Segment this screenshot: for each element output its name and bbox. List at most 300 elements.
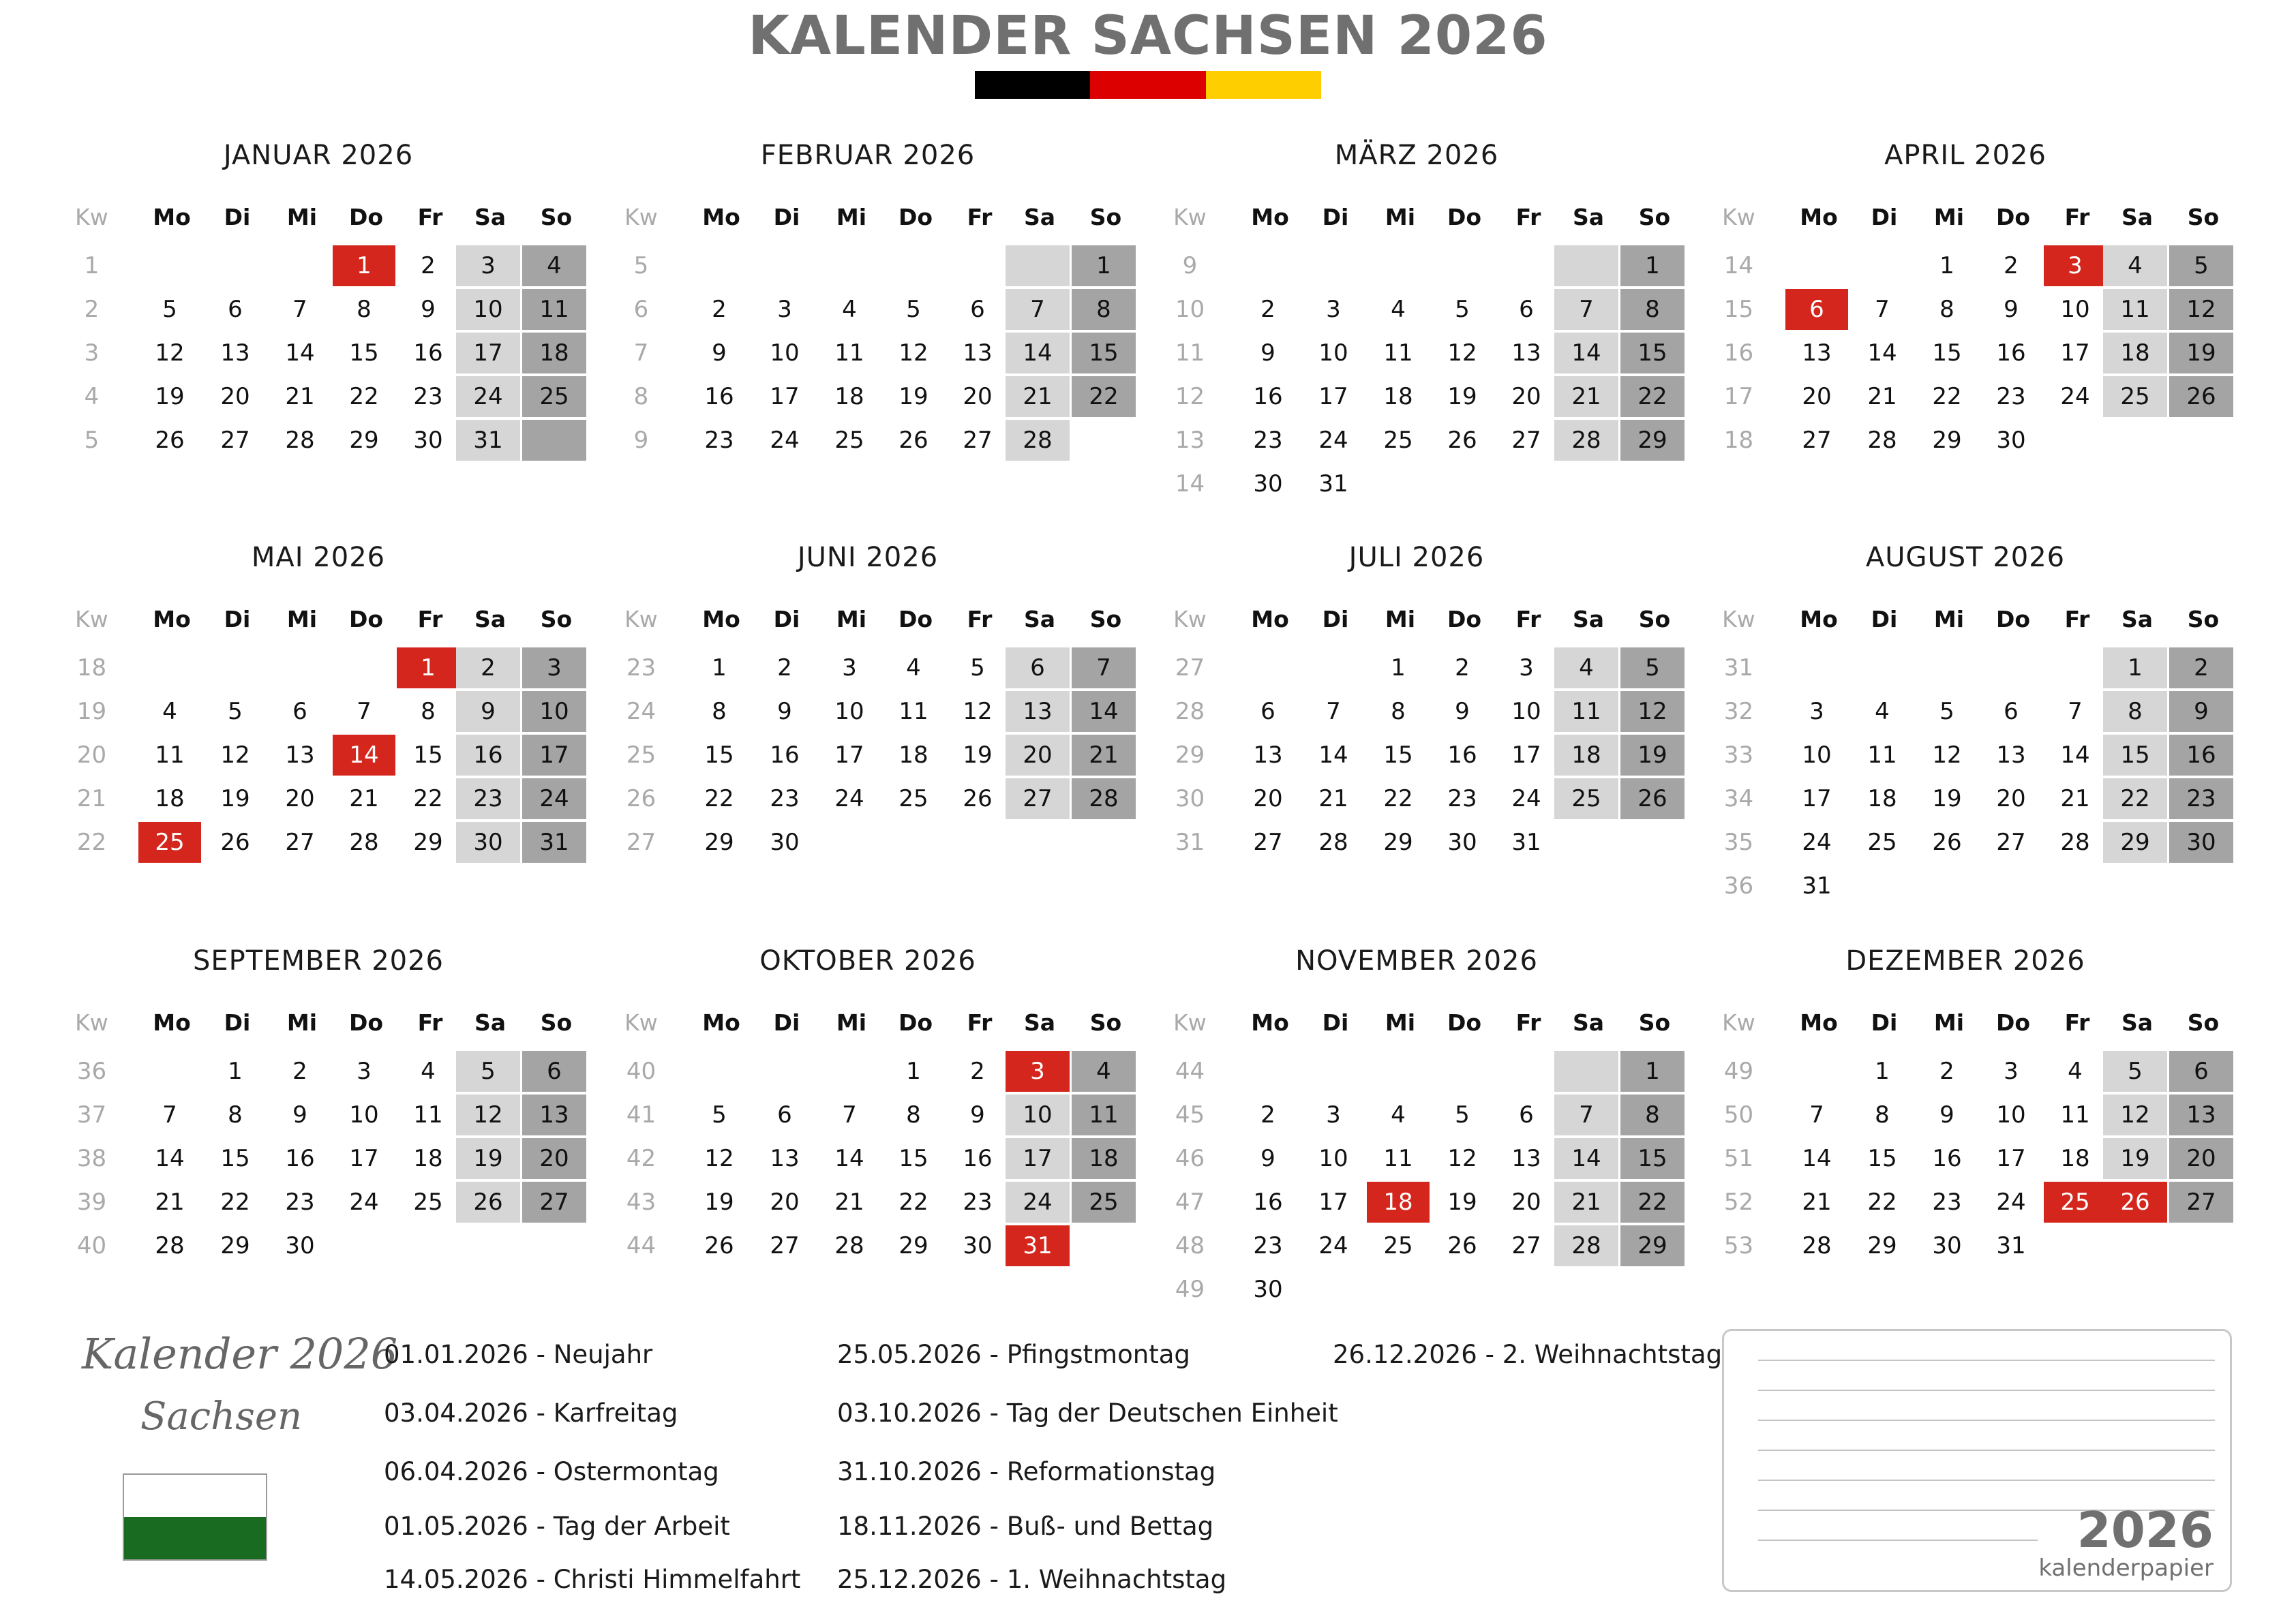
day-cell: 13 (2169, 1095, 2233, 1135)
day-cell: 14 (1554, 333, 1618, 373)
weekday-header: So (2187, 204, 2220, 230)
weekday-header: Fr (1515, 204, 1541, 230)
day-cell: 16 (1253, 1189, 1283, 1216)
month-title: OKTOBER 2026 (759, 945, 976, 977)
holiday-day-cell: 25 (138, 822, 201, 863)
week-number: 28 (1175, 698, 1205, 725)
day-cell: 11 (522, 289, 586, 330)
day-cell: 30 (963, 1232, 993, 1259)
day-cell: 21 (834, 1189, 864, 1216)
day-cell: 11 (413, 1101, 443, 1129)
week-number: 21 (76, 785, 107, 812)
week-number: 51 (1723, 1145, 1754, 1172)
day-cell: 24 (1318, 1232, 1348, 1259)
day-cell: 28 (1867, 427, 1897, 454)
month-block (1710, 542, 2221, 923)
day-cell: 30 (456, 822, 520, 863)
day-cell: 26 (155, 427, 185, 454)
note-line (1758, 1450, 2215, 1451)
note-line (1758, 1540, 2038, 1541)
weekday-header: So (1089, 204, 1122, 230)
flag-stripe-red (1090, 71, 1205, 99)
day-cell: 11 (834, 339, 864, 367)
day-cell: 6 (777, 1101, 792, 1129)
week-number: 47 (1175, 1189, 1205, 1216)
week-number: 17 (1723, 383, 1754, 410)
day-cell: 30 (285, 1232, 315, 1259)
flag-stripe-gold (1206, 71, 1321, 99)
weekday-header: Sa (474, 606, 507, 632)
day-cell: 22 (1620, 1182, 1685, 1223)
day-cell: 21 (1554, 376, 1618, 417)
day-cell: 14 (2060, 741, 2090, 769)
day-cell: 19 (1447, 383, 1477, 410)
week-number: 18 (1723, 427, 1754, 454)
day-cell: 20 (1511, 383, 1541, 410)
day-cell: 23 (770, 785, 800, 812)
weekday-header: Di (224, 204, 251, 230)
week-number: 25 (626, 741, 656, 769)
day-cell: 14 (1318, 741, 1348, 769)
day-cell: 15 (1867, 1145, 1897, 1172)
day-cell: 25 (522, 376, 586, 417)
day-cell: 6 (2169, 1051, 2233, 1092)
week-number: 53 (1723, 1232, 1754, 1259)
day-cell: 2 (1455, 654, 1470, 682)
weekday-header: Mo (1800, 606, 1838, 632)
day-cell: 14 (1867, 339, 1897, 367)
day-cell: 1 (2103, 647, 2167, 688)
day-cell: 21 (2060, 785, 2090, 812)
week-number: 48 (1175, 1232, 1205, 1259)
day-cell: 3 (1326, 296, 1341, 323)
day-cell (522, 420, 586, 461)
weekday-header: Do (898, 1009, 933, 1036)
day-cell: 2 (777, 654, 792, 682)
day-cell: 23 (2169, 778, 2233, 819)
day-cell: 30 (2169, 822, 2233, 863)
day-cell: 20 (1802, 383, 1832, 410)
day-cell: 12 (1447, 339, 1477, 367)
day-cell: 29 (1620, 420, 1685, 461)
weekday-header: Fr (967, 1009, 993, 1036)
day-cell: 12 (898, 339, 928, 367)
day-cell: 22 (704, 785, 734, 812)
day-cell: 17 (522, 735, 586, 776)
day-cell: 3 (842, 654, 857, 682)
day-cell: 5 (1939, 698, 1954, 725)
month-title: FEBRUAR 2026 (760, 140, 976, 171)
day-cell: 7 (1875, 296, 1890, 323)
day-cell: 28 (1072, 778, 1136, 819)
day-cell: 22 (1383, 785, 1413, 812)
day-cell: 20 (1253, 785, 1283, 812)
day-cell: 26 (704, 1232, 734, 1259)
weekday-header: Sa (2121, 1009, 2154, 1036)
day-cell: 13 (1511, 1145, 1541, 1172)
day-cell (1554, 245, 1618, 286)
day-cell: 6 (1519, 1101, 1534, 1129)
day-cell: 10 (1006, 1095, 1070, 1135)
day-cell: 4 (1554, 647, 1618, 688)
weekday-header: Mo (153, 204, 191, 230)
flag-stripe-black (975, 71, 1090, 99)
day-cell: 9 (456, 691, 520, 732)
weekday-header: Do (1995, 204, 2031, 230)
day-cell: 15 (1383, 741, 1413, 769)
day-cell: 3 (2004, 1058, 2019, 1085)
weekday-header: Fr (417, 204, 443, 230)
week-number: 27 (1175, 654, 1205, 682)
day-cell: 7 (1554, 289, 1618, 330)
day-cell: 10 (1318, 339, 1348, 367)
kw-header: Kw (1722, 606, 1755, 632)
day-cell: 11 (2060, 1101, 2090, 1129)
weekday-header: So (1089, 606, 1122, 632)
day-cell: 8 (2103, 691, 2167, 732)
day-cell: 29 (704, 829, 734, 856)
week-number: 44 (626, 1232, 656, 1259)
month-title: JUNI 2026 (797, 542, 939, 573)
weekday-header: Mi (286, 606, 318, 632)
day-cell: 15 (898, 1145, 928, 1172)
weekday-header: Sa (1572, 606, 1605, 632)
day-cell: 20 (522, 1138, 586, 1179)
weekday-header: Mi (286, 1009, 318, 1036)
weekday-header: Di (773, 606, 800, 632)
day-cell: 13 (1253, 741, 1283, 769)
day-cell: 25 (2103, 376, 2167, 417)
weekday-header: Sa (2121, 204, 2154, 230)
day-cell: 13 (522, 1095, 586, 1135)
day-cell: 13 (770, 1145, 800, 1172)
week-number: 31 (1723, 654, 1754, 682)
week-number: 19 (76, 698, 107, 725)
day-cell: 9 (292, 1101, 307, 1129)
day-cell: 22 (2103, 778, 2167, 819)
day-cell: 20 (285, 785, 315, 812)
week-number: 15 (1723, 296, 1754, 323)
day-cell: 17 (349, 1145, 379, 1172)
day-cell: 11 (1072, 1095, 1136, 1135)
day-cell: 1 (1391, 654, 1406, 682)
weekday-header: Mi (1385, 1009, 1416, 1036)
week-number: 22 (76, 829, 107, 856)
week-number: 4 (84, 383, 100, 410)
day-cell: 25 (834, 427, 864, 454)
month-block (63, 945, 574, 1327)
day-cell: 10 (2060, 296, 2090, 323)
day-cell: 25 (898, 785, 928, 812)
week-number: 14 (1723, 252, 1754, 279)
month-block (612, 945, 1123, 1327)
holiday-day-cell: 1 (333, 245, 395, 286)
day-cell: 30 (1253, 470, 1283, 498)
day-cell: 29 (898, 1232, 928, 1259)
day-cell: 1 (906, 1058, 921, 1085)
week-number: 41 (626, 1101, 656, 1129)
day-cell: 8 (712, 698, 727, 725)
weekday-header: Do (1447, 1009, 1482, 1036)
weekday-header: So (2187, 606, 2220, 632)
holiday-day-cell: 18 (1367, 1182, 1430, 1223)
weekday-header: Do (348, 204, 384, 230)
note-line (1758, 1420, 2215, 1421)
day-cell: 20 (1006, 735, 1070, 776)
day-cell: 29 (220, 1232, 250, 1259)
day-cell: 19 (704, 1189, 734, 1216)
day-cell: 21 (349, 785, 379, 812)
kw-header: Kw (75, 606, 108, 632)
day-cell: 7 (357, 698, 372, 725)
day-cell: 24 (1511, 785, 1541, 812)
week-number: 35 (1723, 829, 1754, 856)
day-cell: 5 (1620, 647, 1685, 688)
day-cell: 27 (522, 1182, 586, 1223)
holiday-day-cell: 6 (1785, 289, 1848, 330)
day-cell: 7 (1554, 1095, 1618, 1135)
day-cell: 26 (1620, 778, 1685, 819)
weekday-header: Mo (1800, 1009, 1838, 1036)
notes-brand: kalenderpapier (2038, 1555, 2214, 1582)
day-cell: 16 (704, 383, 734, 410)
day-cell: 3 (1519, 654, 1534, 682)
day-cell: 18 (522, 333, 586, 373)
day-cell: 5 (712, 1101, 727, 1129)
weekday-header: Mo (702, 1009, 740, 1036)
month-title: SEPTEMBER 2026 (192, 945, 444, 977)
weekday-header: So (540, 606, 573, 632)
day-cell: 23 (1932, 1189, 1962, 1216)
saxony-flag-white (124, 1475, 266, 1517)
day-cell: 29 (1867, 1232, 1897, 1259)
weekday-header: Do (1995, 606, 2031, 632)
day-cell: 18 (1867, 785, 1897, 812)
day-cell: 7 (2068, 698, 2083, 725)
day-cell: 8 (1620, 1095, 1685, 1135)
day-cell: 18 (1383, 383, 1413, 410)
holiday-entry: 03.04.2026 - Karfreitag (384, 1398, 678, 1428)
weekday-header: Mi (1933, 1009, 1965, 1036)
week-number: 3 (84, 339, 100, 367)
day-cell: 10 (456, 289, 520, 330)
day-cell: 1 (1620, 1051, 1685, 1092)
day-cell: 28 (349, 829, 379, 856)
holiday-entry: 14.05.2026 - Christi Himmelfahrt (384, 1565, 801, 1594)
holiday-entry: 25.12.2026 - 1. Weihnachtstag (837, 1565, 1227, 1594)
weekday-header: Fr (967, 606, 993, 632)
day-cell: 23 (285, 1189, 315, 1216)
day-cell: 3 (1326, 1101, 1341, 1129)
weekday-header: Do (898, 204, 933, 230)
day-cell: 7 (292, 296, 307, 323)
day-cell: 29 (349, 427, 379, 454)
day-cell: 21 (1072, 735, 1136, 776)
holiday-entry: 31.10.2026 - Reformationstag (837, 1457, 1216, 1486)
day-cell: 29 (1383, 829, 1413, 856)
day-cell: 25 (1383, 1232, 1413, 1259)
day-cell: 6 (970, 296, 985, 323)
day-cell: 1 (1620, 245, 1685, 286)
day-cell: 19 (456, 1138, 520, 1179)
day-cell: 29 (413, 829, 443, 856)
day-cell: 2 (1260, 1101, 1275, 1129)
holiday-day-cell: 31 (1006, 1225, 1070, 1266)
day-cell: 31 (522, 822, 586, 863)
day-cell: 20 (220, 383, 250, 410)
weekday-header: Do (898, 606, 933, 632)
day-cell: 6 (1519, 296, 1534, 323)
day-cell: 13 (1802, 339, 1832, 367)
month-title: APRIL 2026 (1884, 140, 2046, 171)
week-number: 5 (633, 252, 649, 279)
day-cell: 11 (1383, 1145, 1413, 1172)
holiday-entry: 25.05.2026 - Pfingstmontag (837, 1340, 1190, 1369)
month-title: JANUAR 2026 (223, 140, 414, 171)
day-cell: 1 (1875, 1058, 1890, 1085)
day-cell: 19 (2103, 1138, 2167, 1179)
weekday-header: Fr (2064, 204, 2090, 230)
day-cell: 12 (1932, 741, 1962, 769)
note-line (1758, 1480, 2215, 1481)
day-cell: 4 (1072, 1051, 1136, 1092)
day-cell: 14 (285, 339, 315, 367)
day-cell: 5 (1455, 1101, 1470, 1129)
day-cell: 19 (1447, 1189, 1477, 1216)
day-cell: 17 (1318, 383, 1348, 410)
weekday-header: Di (224, 1009, 251, 1036)
day-cell: 13 (1511, 339, 1541, 367)
day-cell: 7 (1006, 289, 1070, 330)
day-cell: 23 (963, 1189, 993, 1216)
weekday-header: Mo (153, 606, 191, 632)
day-cell: 27 (963, 427, 993, 454)
note-line (1758, 1360, 2215, 1361)
day-cell: 26 (2169, 376, 2233, 417)
day-cell: 2 (712, 296, 727, 323)
day-cell: 30 (1996, 427, 2026, 454)
month-block (1161, 945, 1672, 1327)
week-number: 49 (1723, 1058, 1754, 1085)
week-number: 16 (1723, 339, 1754, 367)
weekday-header: Mi (286, 204, 318, 230)
week-number: 7 (633, 339, 649, 367)
day-cell: 10 (349, 1101, 379, 1129)
day-cell: 30 (1932, 1232, 1962, 1259)
day-cell: 1 (1939, 252, 1954, 279)
day-cell: 9 (712, 339, 727, 367)
month-block (1710, 945, 2221, 1327)
day-cell: 15 (2103, 735, 2167, 776)
saxony-flag (123, 1473, 267, 1561)
day-cell: 10 (834, 698, 864, 725)
week-number: 11 (1175, 339, 1205, 367)
day-cell: 4 (421, 1058, 436, 1085)
weekday-header: Mo (1251, 606, 1289, 632)
germany-flag-bar (975, 71, 1321, 99)
day-cell: 27 (1253, 829, 1283, 856)
weekday-header: Fr (2064, 606, 2090, 632)
week-number: 1 (84, 252, 100, 279)
day-cell: 4 (2068, 1058, 2083, 1085)
day-cell: 24 (1996, 1189, 2026, 1216)
day-cell: 18 (2060, 1145, 2090, 1172)
holiday-day-cell: 25 (2044, 1182, 2106, 1223)
day-cell: 21 (1802, 1189, 1832, 1216)
day-cell: 11 (2103, 289, 2167, 330)
day-cell: 2 (1939, 1058, 1954, 1085)
kw-header: Kw (624, 204, 658, 230)
weekday-header: Do (348, 606, 384, 632)
weekday-header: Sa (1023, 606, 1056, 632)
kw-header: Kw (1173, 606, 1207, 632)
day-cell: 22 (349, 383, 379, 410)
day-cell: 17 (2060, 339, 2090, 367)
day-cell: 23 (1253, 1232, 1283, 1259)
day-cell: 17 (1511, 741, 1541, 769)
day-cell: 19 (1932, 785, 1962, 812)
month-title: MAI 2026 (251, 542, 386, 573)
holiday-entry: 26.12.2026 - 2. Weihnachtstag (1333, 1340, 1723, 1369)
day-cell: 19 (220, 785, 250, 812)
week-number: 50 (1723, 1101, 1754, 1129)
day-cell: 6 (1260, 698, 1275, 725)
week-number: 34 (1723, 785, 1754, 812)
weekday-header: Do (1447, 204, 1482, 230)
day-cell: 8 (906, 1101, 921, 1129)
kw-header: Kw (1173, 1009, 1207, 1036)
week-number: 45 (1175, 1101, 1205, 1129)
day-cell: 12 (1447, 1145, 1477, 1172)
day-cell: 28 (2060, 829, 2090, 856)
day-cell: 28 (1554, 420, 1618, 461)
day-cell: 21 (155, 1189, 185, 1216)
week-number: 40 (76, 1232, 107, 1259)
week-number: 32 (1723, 698, 1754, 725)
holiday-day-cell: 1 (397, 647, 459, 688)
week-number: 30 (1175, 785, 1205, 812)
day-cell: 9 (2004, 296, 2019, 323)
day-cell: 11 (155, 741, 185, 769)
day-cell: 21 (1867, 383, 1897, 410)
day-cell: 7 (1326, 698, 1341, 725)
day-cell: 5 (970, 654, 985, 682)
day-cell: 26 (1447, 427, 1477, 454)
day-cell: 21 (1318, 785, 1348, 812)
weekday-header: So (1089, 1009, 1122, 1036)
day-cell: 26 (1447, 1232, 1477, 1259)
day-cell: 10 (1996, 1101, 2026, 1129)
day-cell: 14 (834, 1145, 864, 1172)
day-cell: 28 (1318, 829, 1348, 856)
day-cell: 20 (770, 1189, 800, 1216)
day-cell: 14 (1554, 1138, 1618, 1179)
day-cell: 17 (770, 383, 800, 410)
day-cell: 17 (834, 741, 864, 769)
week-number: 2 (84, 296, 100, 323)
week-number: 38 (76, 1145, 107, 1172)
day-cell: 27 (1996, 829, 2026, 856)
weekday-header: So (1638, 1009, 1671, 1036)
weekday-header: Do (1447, 606, 1482, 632)
day-cell: 28 (1802, 1232, 1832, 1259)
kw-header: Kw (624, 1009, 658, 1036)
day-cell: 17 (456, 333, 520, 373)
day-cell: 17 (1006, 1138, 1070, 1179)
day-cell: 24 (1802, 829, 1832, 856)
day-cell: 9 (421, 296, 436, 323)
day-cell: 16 (963, 1145, 993, 1172)
